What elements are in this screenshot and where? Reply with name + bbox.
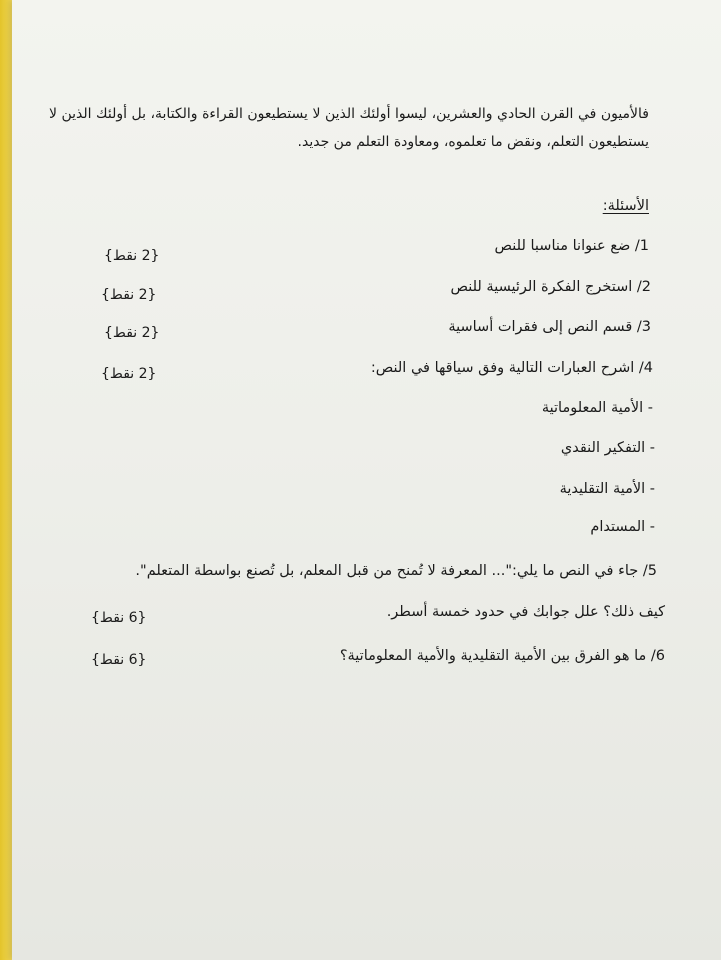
question-2: 2/ استخرج الفكرة الرئيسية للنص <box>450 279 651 295</box>
phrase-item: - الأمية التقليدية <box>559 481 655 497</box>
phrase-item: - الأمية المعلوماتية <box>541 400 653 416</box>
question-6: 6/ ما هو الفرق بين الأمية التقليدية والأمية المعلوماتية؟ <box>339 648 665 664</box>
question-5: 5/ جاء في النص ما يلي:"... المعرفة لا تُمنح من قبل المعلم، بل تُصنع بواسطة المتعلم". <box>135 563 657 579</box>
question-5-points: {6 نقط} <box>91 610 147 626</box>
question-3: 3/ قسم النص إلى فقرات أساسية <box>448 319 651 335</box>
question-4: 4/ اشرح العبارات التالية وفق سياقها في النص: <box>370 360 653 376</box>
phrase-item: - التفكير النقدي <box>560 440 655 456</box>
questions-heading: الأسئلة: <box>602 198 649 214</box>
question-1: 1/ ضع عنوانا مناسبا للنص <box>494 238 649 254</box>
question-4-points: {2 نقط} <box>101 366 157 382</box>
question-6-points: {6 نقط} <box>91 652 147 668</box>
phrase-item: - المستدام <box>590 519 655 535</box>
question-1-points: {2 نقط} <box>104 248 160 264</box>
question-5-followup: كيف ذلك؟ علل جوابك في حدود خمسة أسطر. <box>386 604 665 620</box>
intro-paragraph: فالأميون في القرن الحادي والعشرين، ليسوا أولئك الذين لا يستطيعون القراءة والكتابة، بل أولئك الذين لا يستطيعون التعلم، ونقض ما تعلموه، ومعاودة التعلم من جديد. <box>49 106 649 150</box>
question-3-points: {2 نقط} <box>104 325 160 341</box>
question-2-points: {2 نقط} <box>101 287 157 303</box>
